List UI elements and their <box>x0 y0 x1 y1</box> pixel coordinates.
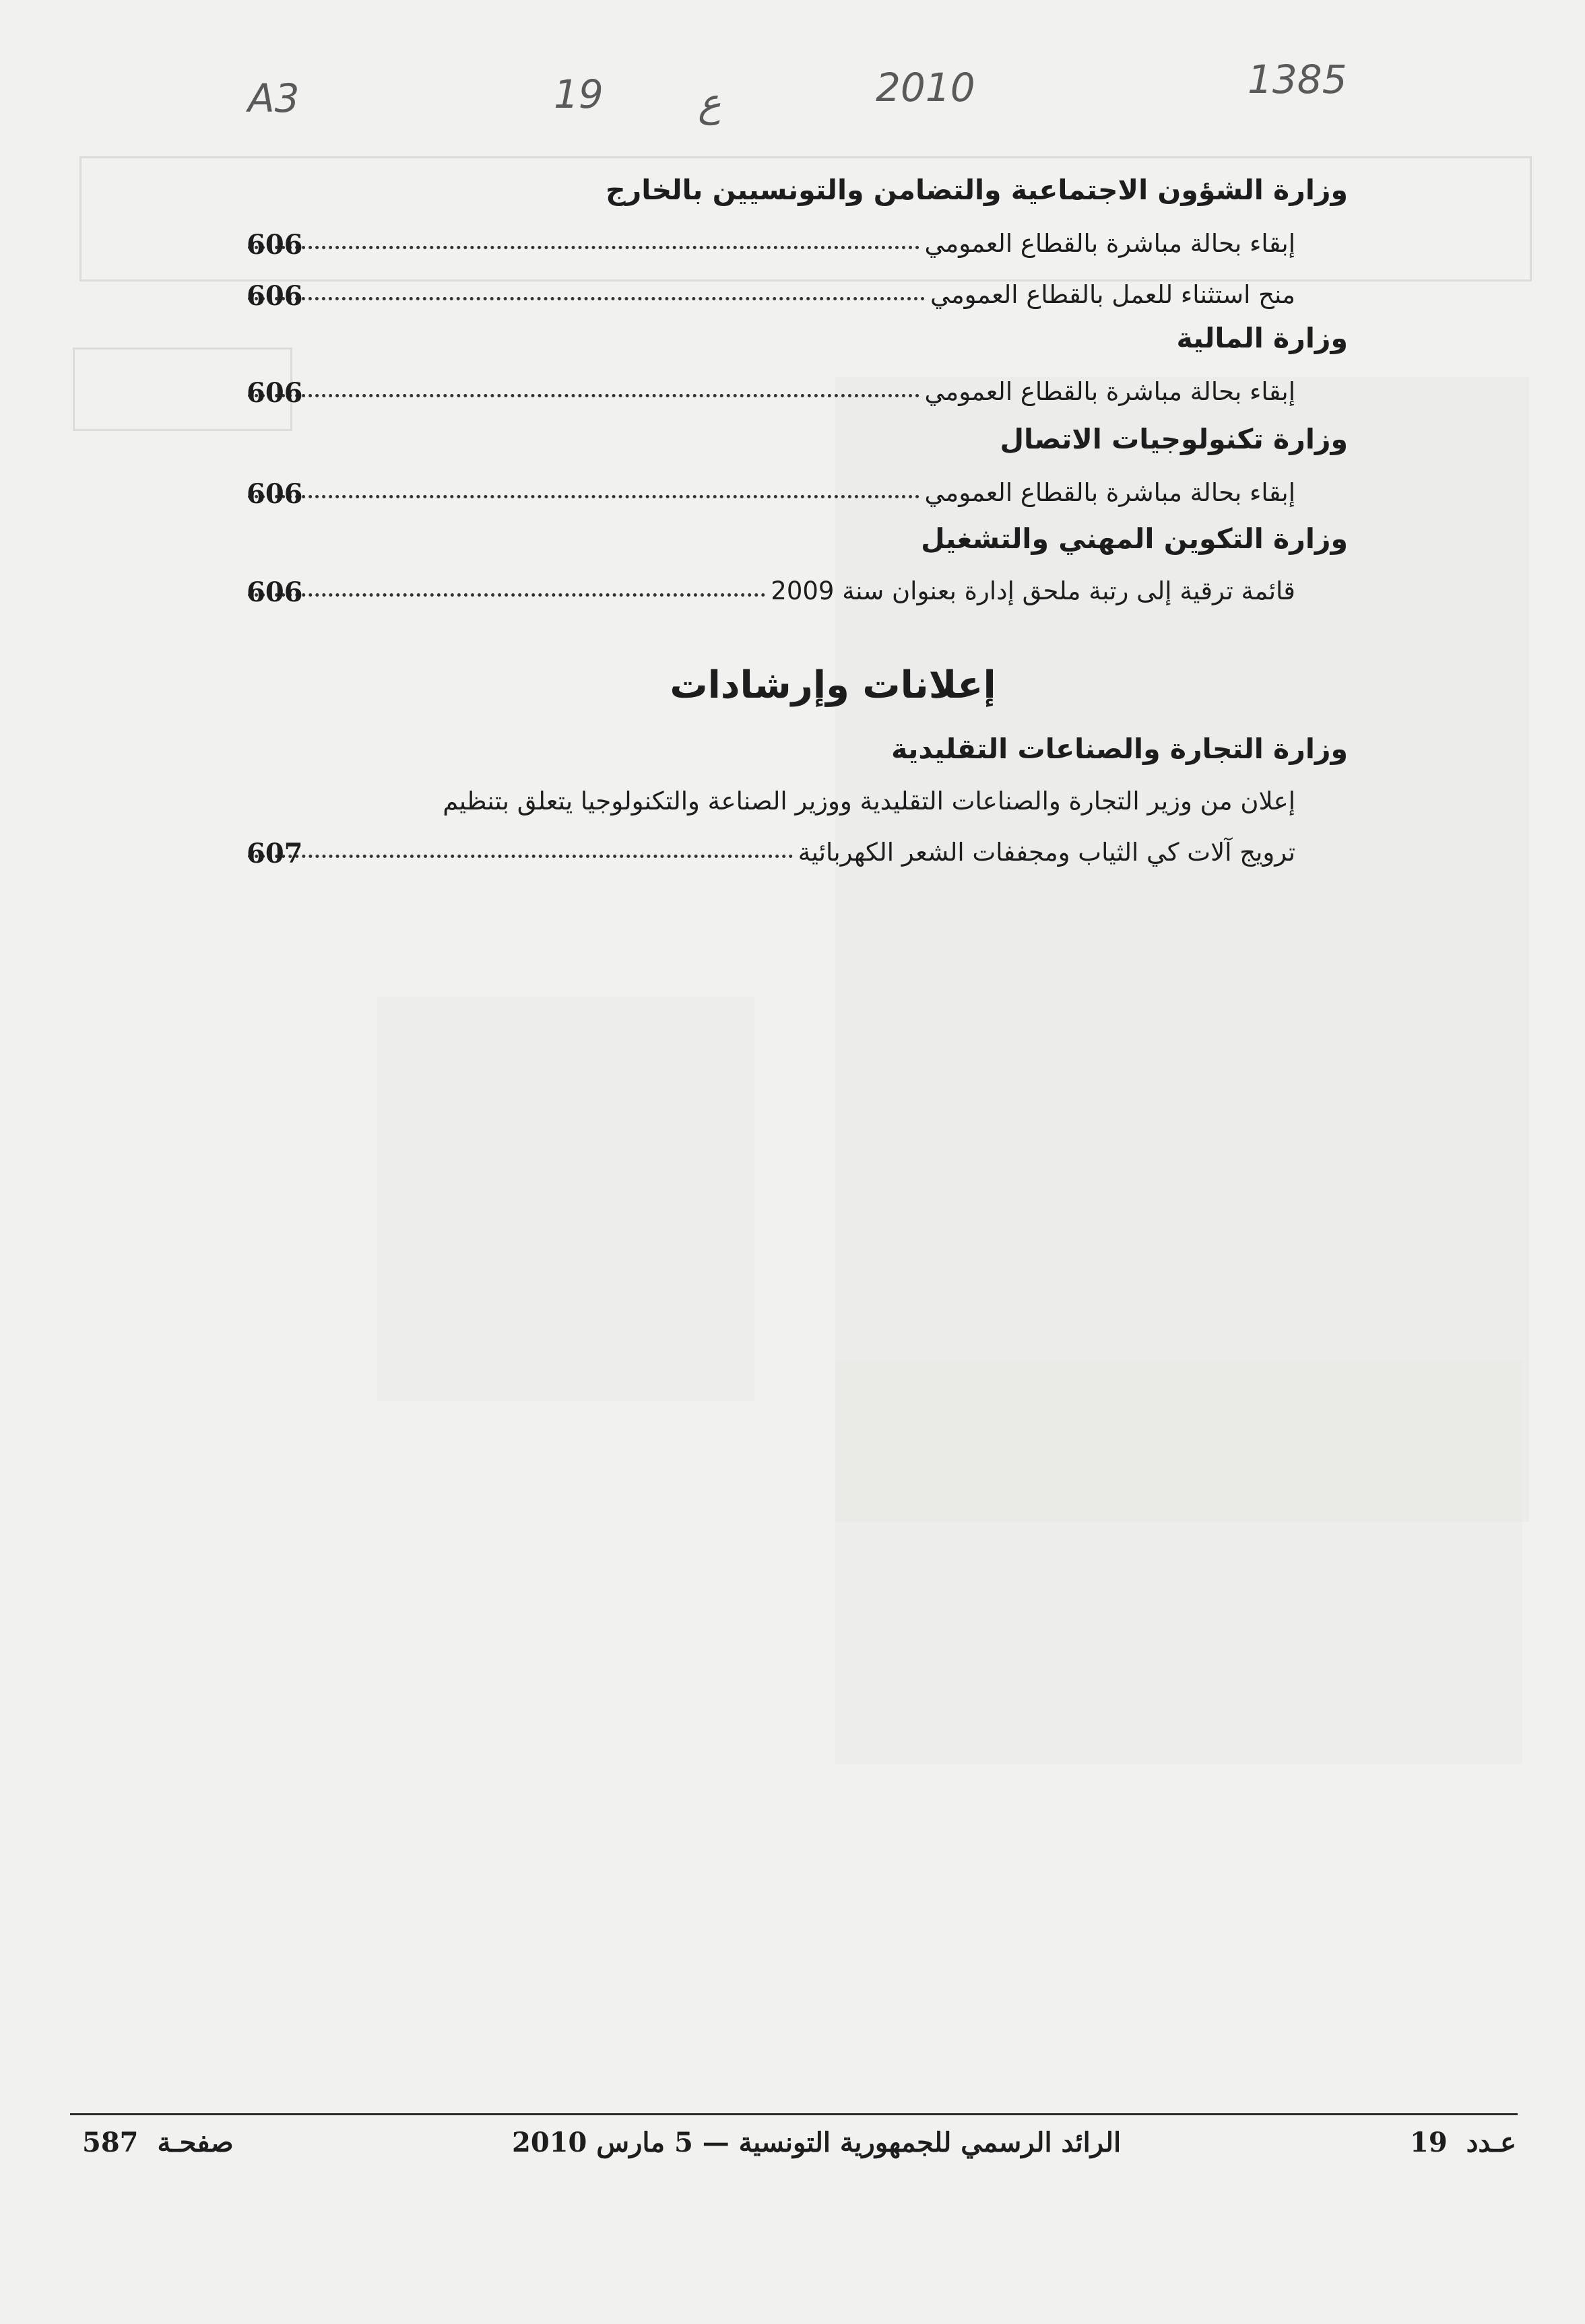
dot-leader <box>248 476 919 498</box>
toc-entry-text: إبقاء بحالة مباشرة بالقطاع العمومي <box>924 377 1295 406</box>
footer-rule <box>70 2113 1518 2115</box>
footer-page-number: 587 <box>82 2127 139 2158</box>
toc-entry-text: إبقاء بحالة مباشرة بالقطاع العمومي <box>924 229 1295 258</box>
ministry-heading-social-affairs: وزارة الشؤون الاجتماعية والتضامن والتونسيين بالخارج <box>606 174 1348 206</box>
footer-issue <box>1410 2127 1516 2158</box>
toc-entry-text: منح استثناء للعمل بالقطاع العمومي <box>930 280 1295 309</box>
bleed-through-block-3 <box>835 1360 1522 1764</box>
ministry-heading-finance: وزارة المالية <box>1176 322 1348 354</box>
handwritten-year: 2010 <box>876 65 975 110</box>
toc-page-number: 606 <box>247 377 303 409</box>
footer-journal-title: الرائد الرسمي للجمهورية التونسية — 5 مارس 2010 <box>512 2127 1122 2158</box>
ministry-heading-communication: وزارة تكنولوجيات الاتصال <box>1000 423 1348 455</box>
section-title-announcements: إعلانات وإرشادات <box>670 663 996 707</box>
toc-entry[interactable] <box>242 576 1295 617</box>
toc-entry-text: إبقاء بحالة مباشرة بالقطاع العمومي <box>924 478 1295 507</box>
toc-entry[interactable] <box>242 478 1295 519</box>
footer-issue-number: 19 <box>1409 2127 1448 2158</box>
toc-page-number: 606 <box>247 229 303 261</box>
handwritten-19: 19 <box>554 71 604 117</box>
ministry-heading-vocational-training: وزارة التكوين المهني والتشغيل <box>921 523 1348 555</box>
footer-page-label: صفحـة <box>157 2127 234 2158</box>
toc-entry[interactable] <box>242 280 1295 321</box>
dot-leader <box>248 278 925 300</box>
dot-leader <box>248 227 919 249</box>
ministry-heading-commerce: وزارة التجارة والصناعات التقليدية <box>891 733 1348 765</box>
footer-issue-label: عـدد <box>1466 2127 1516 2158</box>
toc-entry[interactable] <box>242 377 1295 418</box>
dot-leader <box>248 836 793 858</box>
toc-entry[interactable] <box>242 838 1295 878</box>
toc-entry-text: ترويج آلات كي الثياب ومجففات الشعر الكهربائية <box>798 838 1295 867</box>
bleed-through-block-2 <box>377 997 754 1401</box>
toc-page-number: 606 <box>247 280 303 312</box>
toc-entry-text: قائمة ترقية إلى رتبة ملحق إدارة بعنوان سنة 2009 <box>771 576 1295 605</box>
handwritten-code: 1385 <box>1248 57 1347 102</box>
toc-page-number: 606 <box>247 478 303 510</box>
footer-page <box>82 2127 234 2158</box>
toc-page-number: 607 <box>247 838 303 869</box>
dot-leader <box>248 574 765 597</box>
toc-page-number: 606 <box>247 576 303 608</box>
handwritten-letter: ع <box>698 79 721 125</box>
toc-entry[interactable] <box>242 229 1295 269</box>
announcement-text-line1: إعلان من وزير التجارة والصناعات التقليدية ووزير الصناعة والتكنولوجيا يتعلق بتنظيم <box>443 787 1295 816</box>
handwritten-a3: A3 <box>248 75 300 121</box>
dot-leader <box>248 375 919 397</box>
